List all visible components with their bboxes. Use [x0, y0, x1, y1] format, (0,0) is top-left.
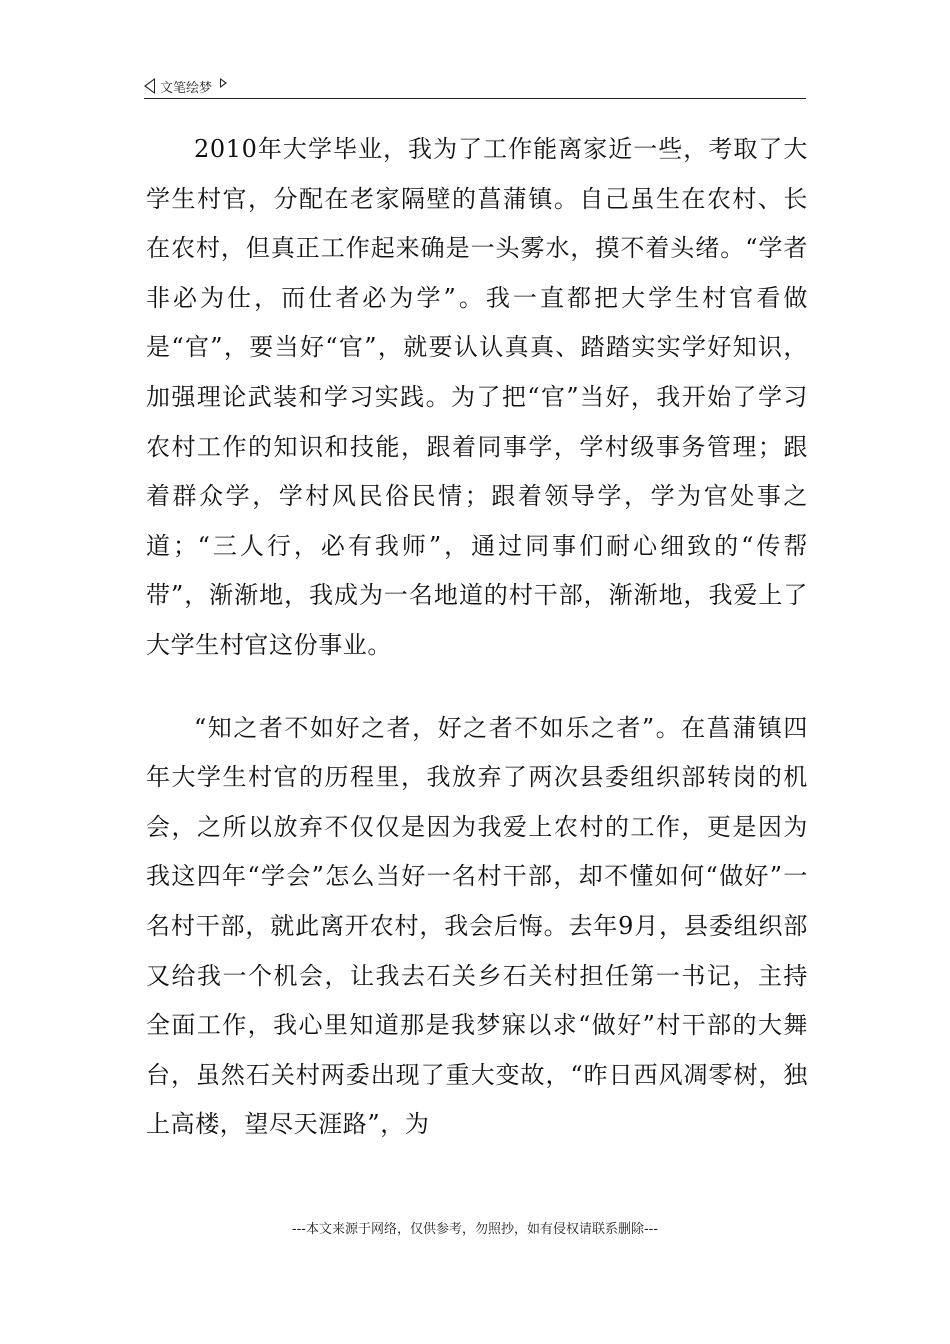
- paragraph-1: 2010年大学毕业，我为了工作能离家近一些，考取了大学生村官，分配在老家隔壁的菖蒲镇。自己虽生在农村、长在农村，但真正工作起来确是一头雾水，摸不着头绪。“学者非必为仕，而仕者必为学”。我一直都把大学生村官看做是“官”，要当好“官”，就要认认真真、踏踏实实学好知识，加强理论武装和学习实践。为了把“官”当好，我开始了学习农村工作的知识和技能，跟着同事学，学村级事务管理；跟着群众学，学村风民俗民情；跟着领导学，学为官处事之道；“三人行，必有我师”，通过同事们耐心细致的“传帮带”，渐渐地，我成为一名地道的村干部，渐渐地，我爱上了大学生村官这份事业。: [146, 135, 808, 659]
- footer-disclaimer: ---本文来源于网络，仅供参考，勿照抄，如有侵权请联系删除---: [291, 1222, 659, 1237]
- triangle-right-icon: [220, 78, 227, 88]
- header-title: 文笔绘梦: [160, 80, 213, 96]
- triangle-left-icon: [144, 78, 155, 94]
- paragraph-2: “知之者不如好之者，好之者不如乐之者”。在菖蒲镇四年大学生村官的历程里，我放弃了两次县委组织部转岗的机会，之所以放弃不仅仅是因为我爱上农村的工作，更是因为我这四年“学会”怎么当好一名村干部，却不懂如何“做好”一名村干部，就此离开农村，我会后悔。去年9月，县委组织部又给我一个机会，让我去石关乡石关村担任第一书记，主持全面工作，我心里知道那是我梦寐以求“做好”村干部的大舞台，虽然石关村两委出现了重大变故，“昨日西风凋零树，独上高楼，望尽天涯路”，为: [146, 713, 808, 1139]
- page-header: [144, 74, 806, 99]
- document-body: [146, 125, 808, 1150]
